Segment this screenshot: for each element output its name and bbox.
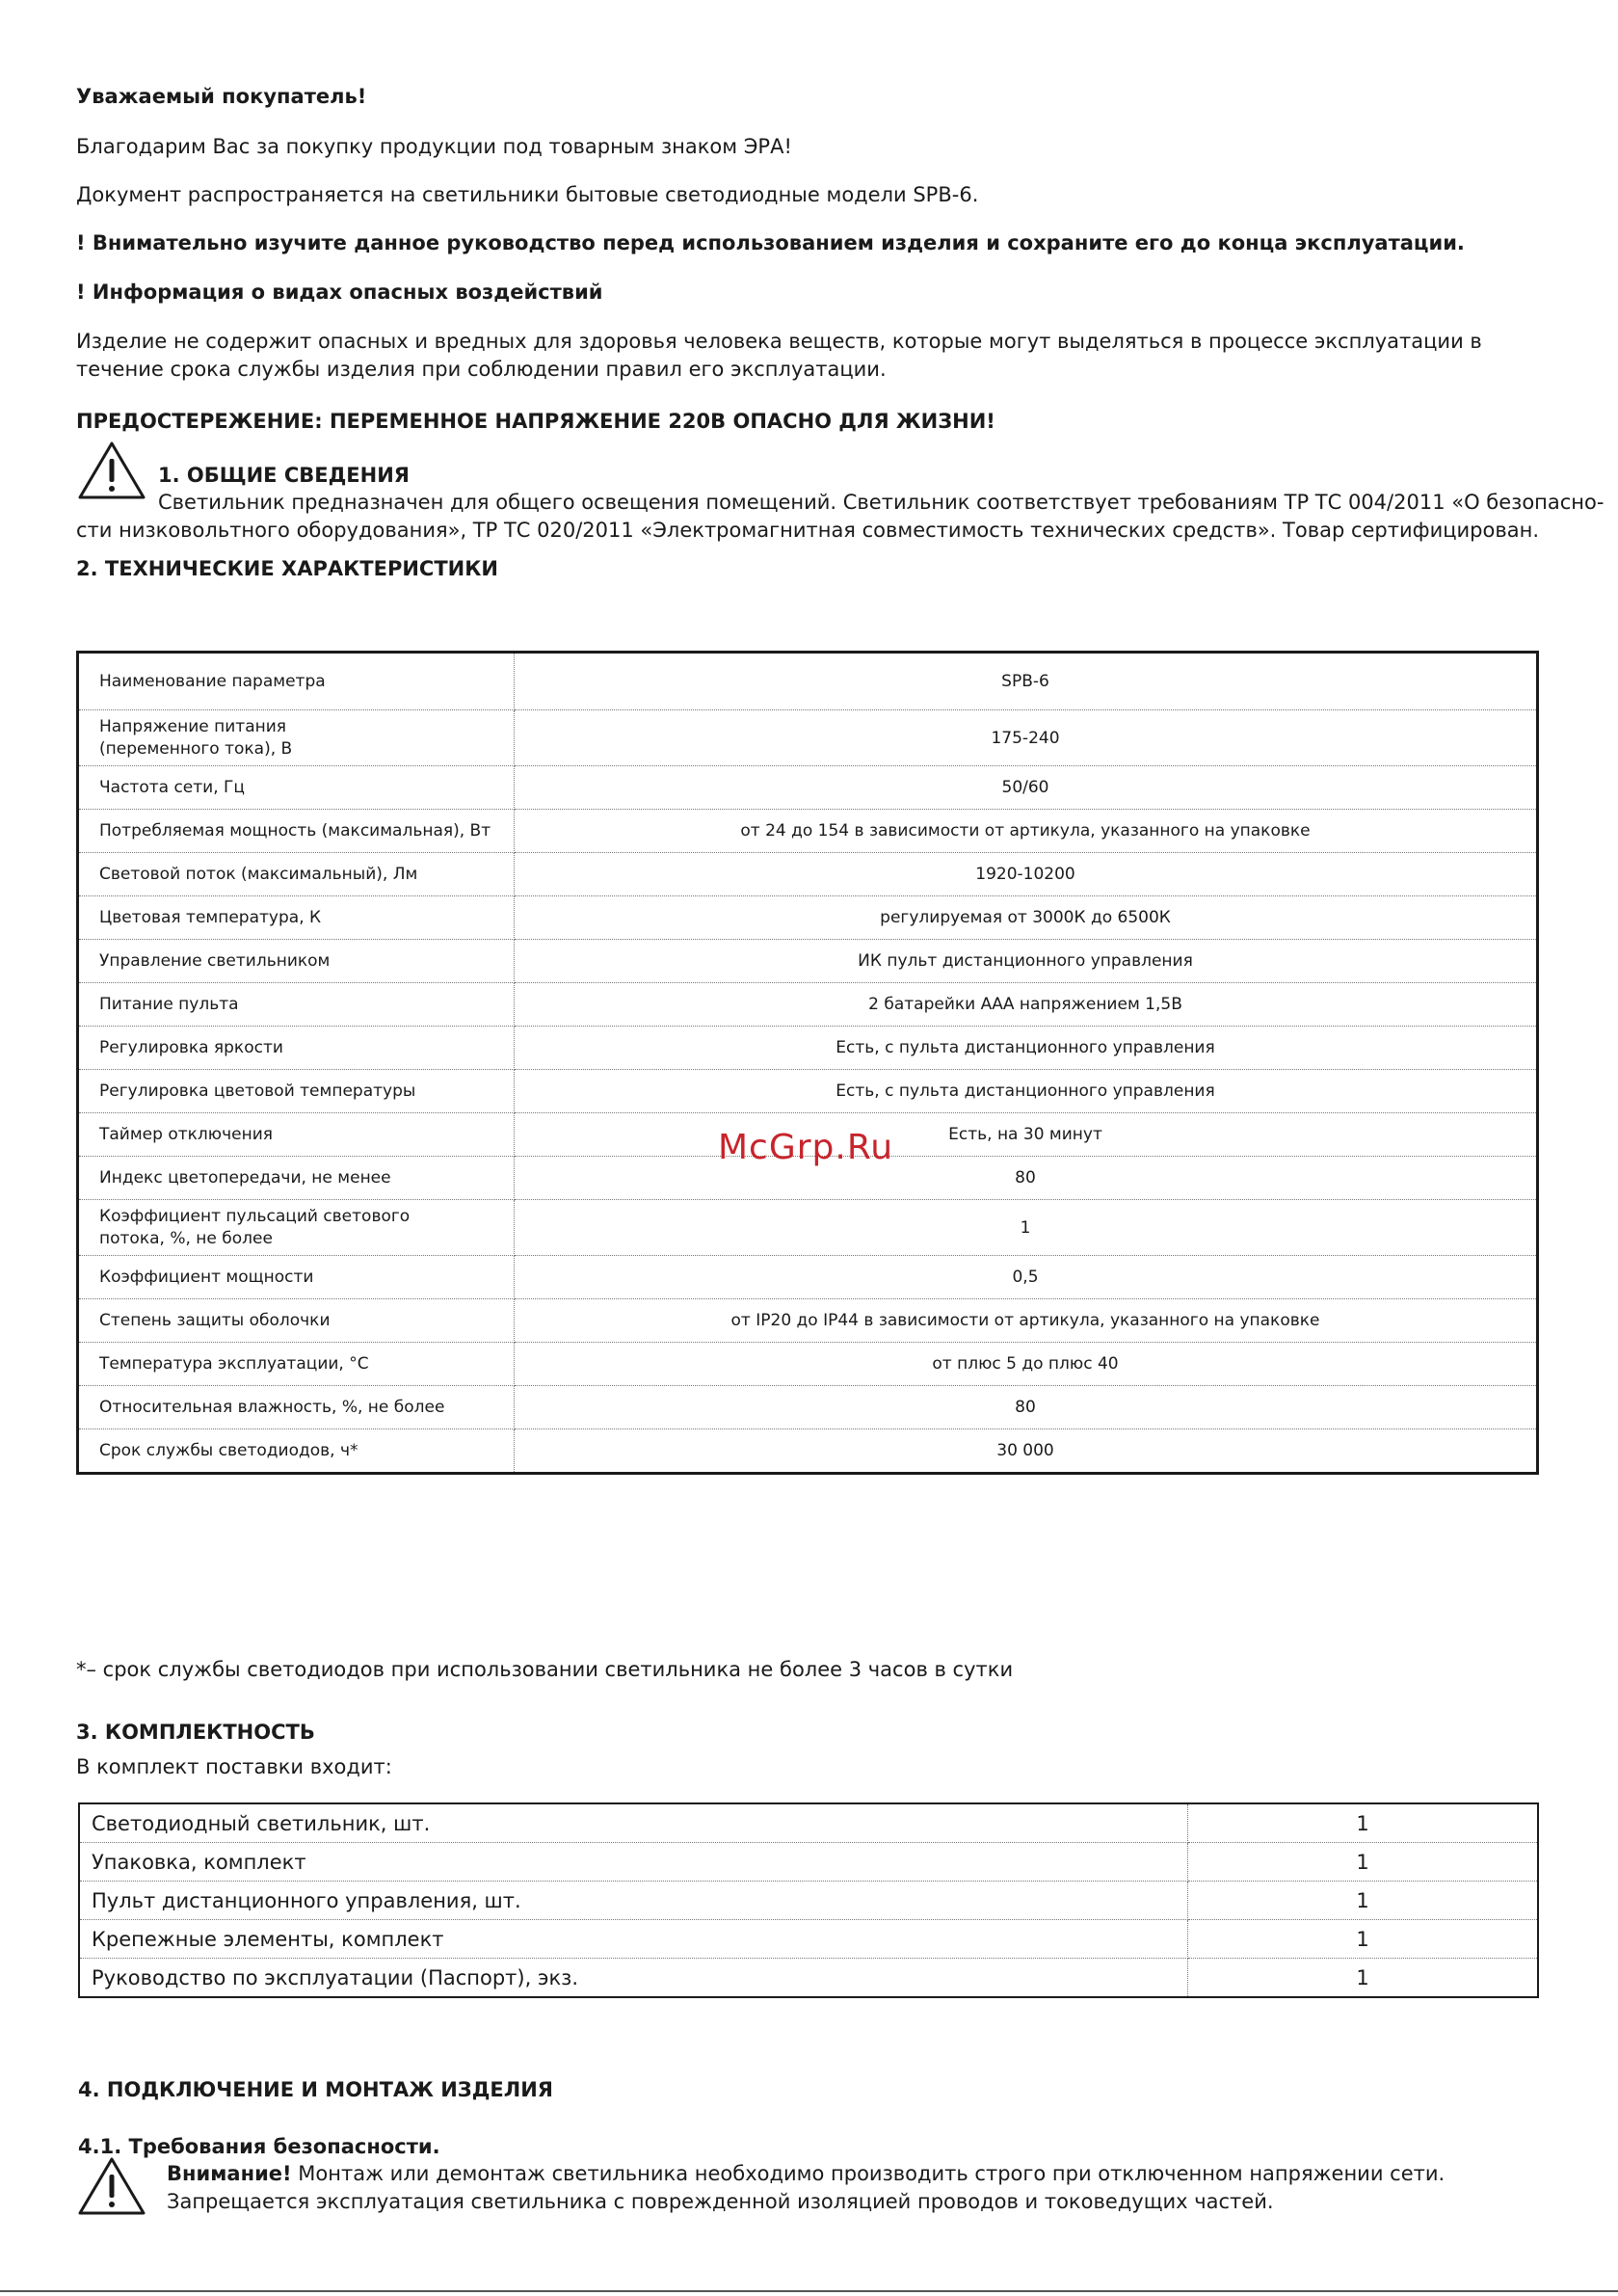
param-value: регулируемая от 3000К до 6500К xyxy=(515,896,1538,940)
hazard-heading: ! Информация о видах опасных воздействий xyxy=(76,280,603,304)
kit-item-name: Руководство по эксплуатации (Паспорт), экз. xyxy=(79,1959,1188,1998)
watermark: McGrp.Ru xyxy=(718,1128,894,1167)
param-name: Степень защиты оболочки xyxy=(78,1299,515,1343)
lifetime-footnote: *– срок службы светодиодов при использовании светильника не более 3 часов в сутки xyxy=(76,1658,1014,1681)
param-name: Индекс цветопередачи, не менее xyxy=(78,1157,515,1200)
study-notice: ! Внимательно изучите данное руководство перед использованием изделия и сохраните его до конца эксплуатации. xyxy=(76,231,1465,254)
page-bottom-rule xyxy=(0,2290,1618,2292)
table-row xyxy=(78,653,1538,710)
param-value: Есть, на 30 минут xyxy=(515,1113,1538,1157)
param-name: Управление светильником xyxy=(78,940,515,983)
param-name: Коэффициент мощности xyxy=(78,1256,515,1299)
section-4-line-1 xyxy=(167,2160,1445,2187)
scope-text: Документ распространяется на светильники бытовые светодиодные модели SPB-6. xyxy=(76,183,979,206)
param-name-text: Коэффициент пульсаций светового потока, %, не более xyxy=(99,1206,411,1248)
section-4-1-title: 4.1. Требования безопасности. xyxy=(78,2135,440,2158)
param-name: Температура эксплуатации, °С xyxy=(78,1343,515,1386)
attention-label: Внимание! xyxy=(167,2162,292,2185)
section-1-line-2: сти низковольтного оборудования», ТР ТС 020/2011 «Электромагнитная совместимость технических средств». Товар сертифицирован. xyxy=(76,519,1540,542)
table-row xyxy=(78,896,1538,940)
param-value: SPB-6 xyxy=(515,653,1538,710)
kit-item-name: Крепежные элементы, комплект xyxy=(79,1920,1188,1959)
voltage-warning: ПРЕДОСТЕРЕЖЕНИЕ: ПЕРЕМЕННОЕ НАПРЯЖЕНИЕ 220В ОПАСНО ДЛЯ ЖИЗНИ! xyxy=(76,410,995,433)
section-4-title: 4. ПОДКЛЮЧЕНИЕ И МОНТАЖ ИЗДЕЛИЯ xyxy=(78,2078,553,2101)
param-name: Световой поток (максимальный), Лм xyxy=(78,853,515,896)
param-value: ИК пульт дистанционного управления xyxy=(515,940,1538,983)
param-name: Питание пульта xyxy=(78,983,515,1027)
section-3-intro: В комплект поставки входит: xyxy=(76,1755,392,1778)
param-name xyxy=(78,1200,515,1256)
kit-item-name: Упаковка, комплект xyxy=(79,1843,1188,1882)
param-value: 80 xyxy=(515,1157,1538,1200)
table-row xyxy=(79,1843,1538,1882)
param-name: Потребляемая мощность (максимальная), Вт xyxy=(78,810,515,853)
param-name-text: Напряжение питания (переменного тока), В xyxy=(99,716,293,759)
param-value: от 24 до 154 в зависимости от артикула, указанного на упаковке xyxy=(515,810,1538,853)
hazard-text: Изделие не содержит опасных и вредных для здоровья человека веществ, которые могут выделяться в процессе эксплуатации в течение срока службы изделия при соблюдении правил его эксплуатации. xyxy=(76,330,1482,381)
param-name xyxy=(78,710,515,766)
param-value: 2 батарейки ААА напряжением 1,5В xyxy=(515,983,1538,1027)
section-4-line-1-text: Монтаж или демонтаж светильника необходимо производить строго при отключенном напряжении сети. xyxy=(291,2162,1446,2185)
param-name: Срок службы светодиодов, ч* xyxy=(78,1429,515,1474)
table-row xyxy=(78,1343,1538,1386)
kit-item-qty: 1 xyxy=(1188,1920,1539,1959)
table-row xyxy=(78,1200,1538,1256)
kit-item-qty: 1 xyxy=(1188,1803,1539,1843)
param-name: Наименование параметра xyxy=(78,653,515,710)
kit-item-name: Пульт дистанционного управления, шт. xyxy=(79,1882,1188,1920)
warning-triangle-icon xyxy=(76,2155,147,2217)
param-value: 80 xyxy=(515,1386,1538,1429)
section-1-line-1: Светильник предназначен для общего освещения помещений. Светильник соответствует требованиям ТР ТС 004/2011 «О безопасно- xyxy=(158,491,1605,514)
kit-item-qty: 1 xyxy=(1188,1843,1539,1882)
kit-item-qty: 1 xyxy=(1356,1965,1369,1989)
param-value: 1 xyxy=(515,1200,1538,1256)
warning-triangle-icon xyxy=(76,440,147,501)
greeting: Уважаемый покупатель! xyxy=(76,85,367,108)
param-name: Относительная влажность, %, не более xyxy=(78,1386,515,1429)
thanks-text: Благодарим Вас за покупку продукции под товарным знаком ЭРА! xyxy=(76,135,792,158)
param-name: Частота сети, Гц xyxy=(78,766,515,810)
param-value: Есть, с пульта дистанционного управления xyxy=(515,1070,1538,1113)
section-4-line-2: Запрещается эксплуатация светильника с поврежденной изоляцией проводов и токоведущих частей. xyxy=(167,2190,1274,2213)
param-name: Регулировка цветовой температуры xyxy=(78,1070,515,1113)
table-row xyxy=(78,1429,1538,1474)
kit-item-name: Светодиодный светильник, шт. xyxy=(79,1803,1188,1843)
param-value: от IP20 до IP44 в зависимости от артикула, указанного на упаковке xyxy=(515,1299,1538,1343)
table-row xyxy=(78,710,1538,766)
param-value: 1920-10200 xyxy=(515,853,1538,896)
param-value: 50/60 xyxy=(515,766,1538,810)
section-2-title: 2. ТЕХНИЧЕСКИЕ ХАРАКТЕРИСТИКИ xyxy=(76,557,498,580)
table-row xyxy=(78,1070,1538,1113)
param-name: Цветовая температура, К xyxy=(78,896,515,940)
param-name: Таймер отключения xyxy=(78,1113,515,1157)
param-value: 175-240 xyxy=(515,710,1538,766)
table-row xyxy=(79,1803,1538,1843)
param-value: 30 000 xyxy=(996,1441,1054,1460)
table-row xyxy=(78,1027,1538,1070)
table-row xyxy=(78,983,1538,1027)
table-row xyxy=(78,940,1538,983)
section-1-title: 1. ОБЩИЕ СВЕДЕНИЯ xyxy=(158,464,410,487)
table-row xyxy=(78,853,1538,896)
section-3-title: 3. КОМПЛЕКТНОСТЬ xyxy=(76,1721,315,1744)
kit-table xyxy=(78,1802,1539,1998)
param-value: 0,5 xyxy=(515,1256,1538,1299)
kit-item-qty: 1 xyxy=(1188,1882,1539,1920)
table-row xyxy=(78,1386,1538,1429)
table-row xyxy=(79,1959,1538,1998)
param-name: Регулировка яркости xyxy=(78,1027,515,1070)
param-value: Есть, с пульта дистанционного управления xyxy=(515,1027,1538,1070)
table-row xyxy=(78,766,1538,810)
table-row xyxy=(79,1920,1538,1959)
param-value: от плюс 5 до плюс 40 xyxy=(515,1343,1538,1386)
tech-specs-table xyxy=(76,651,1539,1475)
table-row xyxy=(79,1882,1538,1920)
table-row xyxy=(78,1299,1538,1343)
table-row xyxy=(78,1256,1538,1299)
table-row xyxy=(78,810,1538,853)
